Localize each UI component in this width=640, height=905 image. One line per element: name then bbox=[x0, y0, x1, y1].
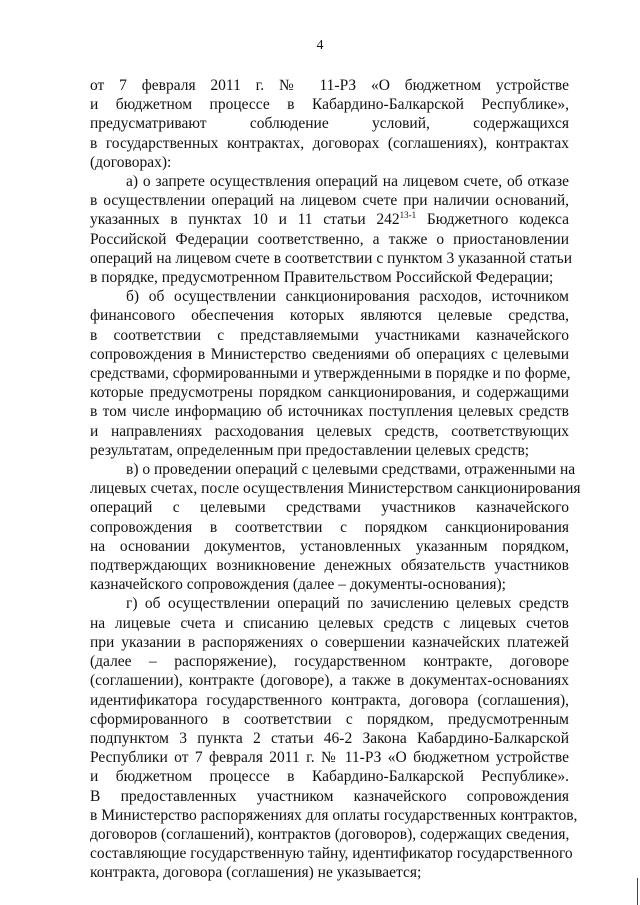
text-line: сопровождения в Министерство сведениями об операциях с целевыми bbox=[90, 345, 569, 363]
text-line: Российской Федерации соответственно, а также о приостановлении bbox=[90, 230, 569, 248]
paragraph-b bbox=[90, 287, 569, 460]
text-line: (договорах): bbox=[90, 153, 172, 171]
paragraph-intro bbox=[90, 76, 569, 172]
text-line: подпунктом 3 пункта 2 статьи 46-2 Закона Кабардино-Балкарской bbox=[90, 729, 569, 747]
paragraph-a bbox=[90, 172, 572, 287]
text-line: Республики от 7 февраля 2011 г. № 11-РЗ «О бюджетном устройстве bbox=[90, 749, 569, 767]
text-line: в государственных контрактах, договорах (соглашениях), контрактах bbox=[90, 134, 569, 152]
text-line: (далее – распоряжение), государственном контракте, договоре bbox=[90, 653, 569, 671]
text-line: финансового обеспечения которых являются целевые средства, bbox=[90, 307, 569, 325]
text-line: в соответствии с представляемыми участниками казначейского bbox=[90, 326, 569, 344]
article-superscript: 13-1 bbox=[399, 210, 417, 221]
text-line: сформированного в соответствии с порядком, предусмотренным bbox=[90, 710, 569, 728]
text-line-with-superscript bbox=[90, 210, 569, 229]
text-line: В предоставленных участником казначейского сопровождения bbox=[90, 787, 569, 805]
text-line: (соглашении), контракте (договоре), а также в документах-основаниях bbox=[90, 672, 569, 690]
text-line: операций на лицевом счете в соответствии с пунктом 3 указанной статьи bbox=[90, 249, 572, 267]
text-line: составляющие государственную тайну, идентификатор государственного bbox=[90, 845, 573, 863]
text-line: лицевых счетах, после осуществления Министерством санкционирования bbox=[90, 480, 581, 498]
paragraph-v bbox=[90, 460, 581, 594]
text-line: в порядке, предусмотренном Правительством Российской Федерации; bbox=[90, 269, 554, 287]
text-line: в том числе информацию об источниках поступления целевых средств bbox=[90, 403, 569, 421]
text-line: идентификатора государственного контракта, договора (соглашения), bbox=[90, 691, 569, 709]
text-line: операций с целевыми средствами участников казначейского bbox=[90, 499, 569, 517]
text-line: б) об осуществлении санкционирования расходов, источником bbox=[126, 288, 569, 306]
scan-edge-mark bbox=[637, 878, 638, 905]
document-body bbox=[90, 76, 581, 883]
text-line: и бюджетном процессе в Кабардино-Балкарской Республике», bbox=[90, 96, 569, 114]
text-line: и направлениях расходования целевых средств, соответствующих bbox=[90, 422, 569, 440]
text-line: которые предусмотрены порядком санкционирования, и содержащими bbox=[90, 384, 569, 402]
text-line: предусматривают соблюдение условий, содержащихся bbox=[90, 115, 569, 133]
text-line: и бюджетном процессе в Кабардино-Балкарской Республике». bbox=[90, 768, 569, 786]
text-line: а) о запрете осуществления операций на лицевом счете, об отказе bbox=[126, 173, 569, 191]
text-line: результатам, определенным при предоставлении целевых средств; bbox=[90, 441, 530, 459]
paragraph-g bbox=[90, 594, 578, 882]
text-line: контракта, договора (соглашения) не указывается; bbox=[90, 864, 422, 882]
page-number: 4 bbox=[316, 38, 324, 53]
text-line: г) об осуществлении операций по зачислению целевых средств bbox=[126, 595, 569, 613]
text-line: сопровождения в соответствии с порядком санкционирования bbox=[90, 518, 569, 536]
text-line: в осуществлении операций на лицевом счете при наличии оснований, bbox=[90, 192, 569, 210]
text-line: при указании в распоряжениях о совершении казначейских платежей bbox=[90, 633, 569, 651]
text-line: договоров (соглашений), контрактов (договоров), содержащих сведения, bbox=[90, 825, 570, 843]
text-line: в) о проведении операций с целевыми средствами, отраженными на bbox=[126, 461, 576, 479]
text-line: от 7 февраля 2011 г. № 11-РЗ «О бюджетном устройстве bbox=[90, 77, 569, 94]
text-line: в Министерство распоряжениях для оплаты государственных контрактов, bbox=[90, 806, 578, 824]
text-line: средствами, сформированными и утвержденными в порядке и по форме, bbox=[90, 365, 571, 383]
text-line: на лицевые счета и списанию целевых средств с лицевых счетов bbox=[90, 614, 569, 632]
line-text-before: указанных в пунктах 10 и 11 статьи 242 bbox=[90, 211, 400, 229]
text-line: подтверждающих возникновение денежных обязательств участников bbox=[90, 557, 569, 575]
line-text-after: Бюджетного кодекса bbox=[416, 211, 570, 229]
text-line: на основании документов, установленных указанным порядком, bbox=[90, 537, 569, 555]
text-line: казначейского сопровождения (далее – документы-основания); bbox=[90, 576, 506, 594]
